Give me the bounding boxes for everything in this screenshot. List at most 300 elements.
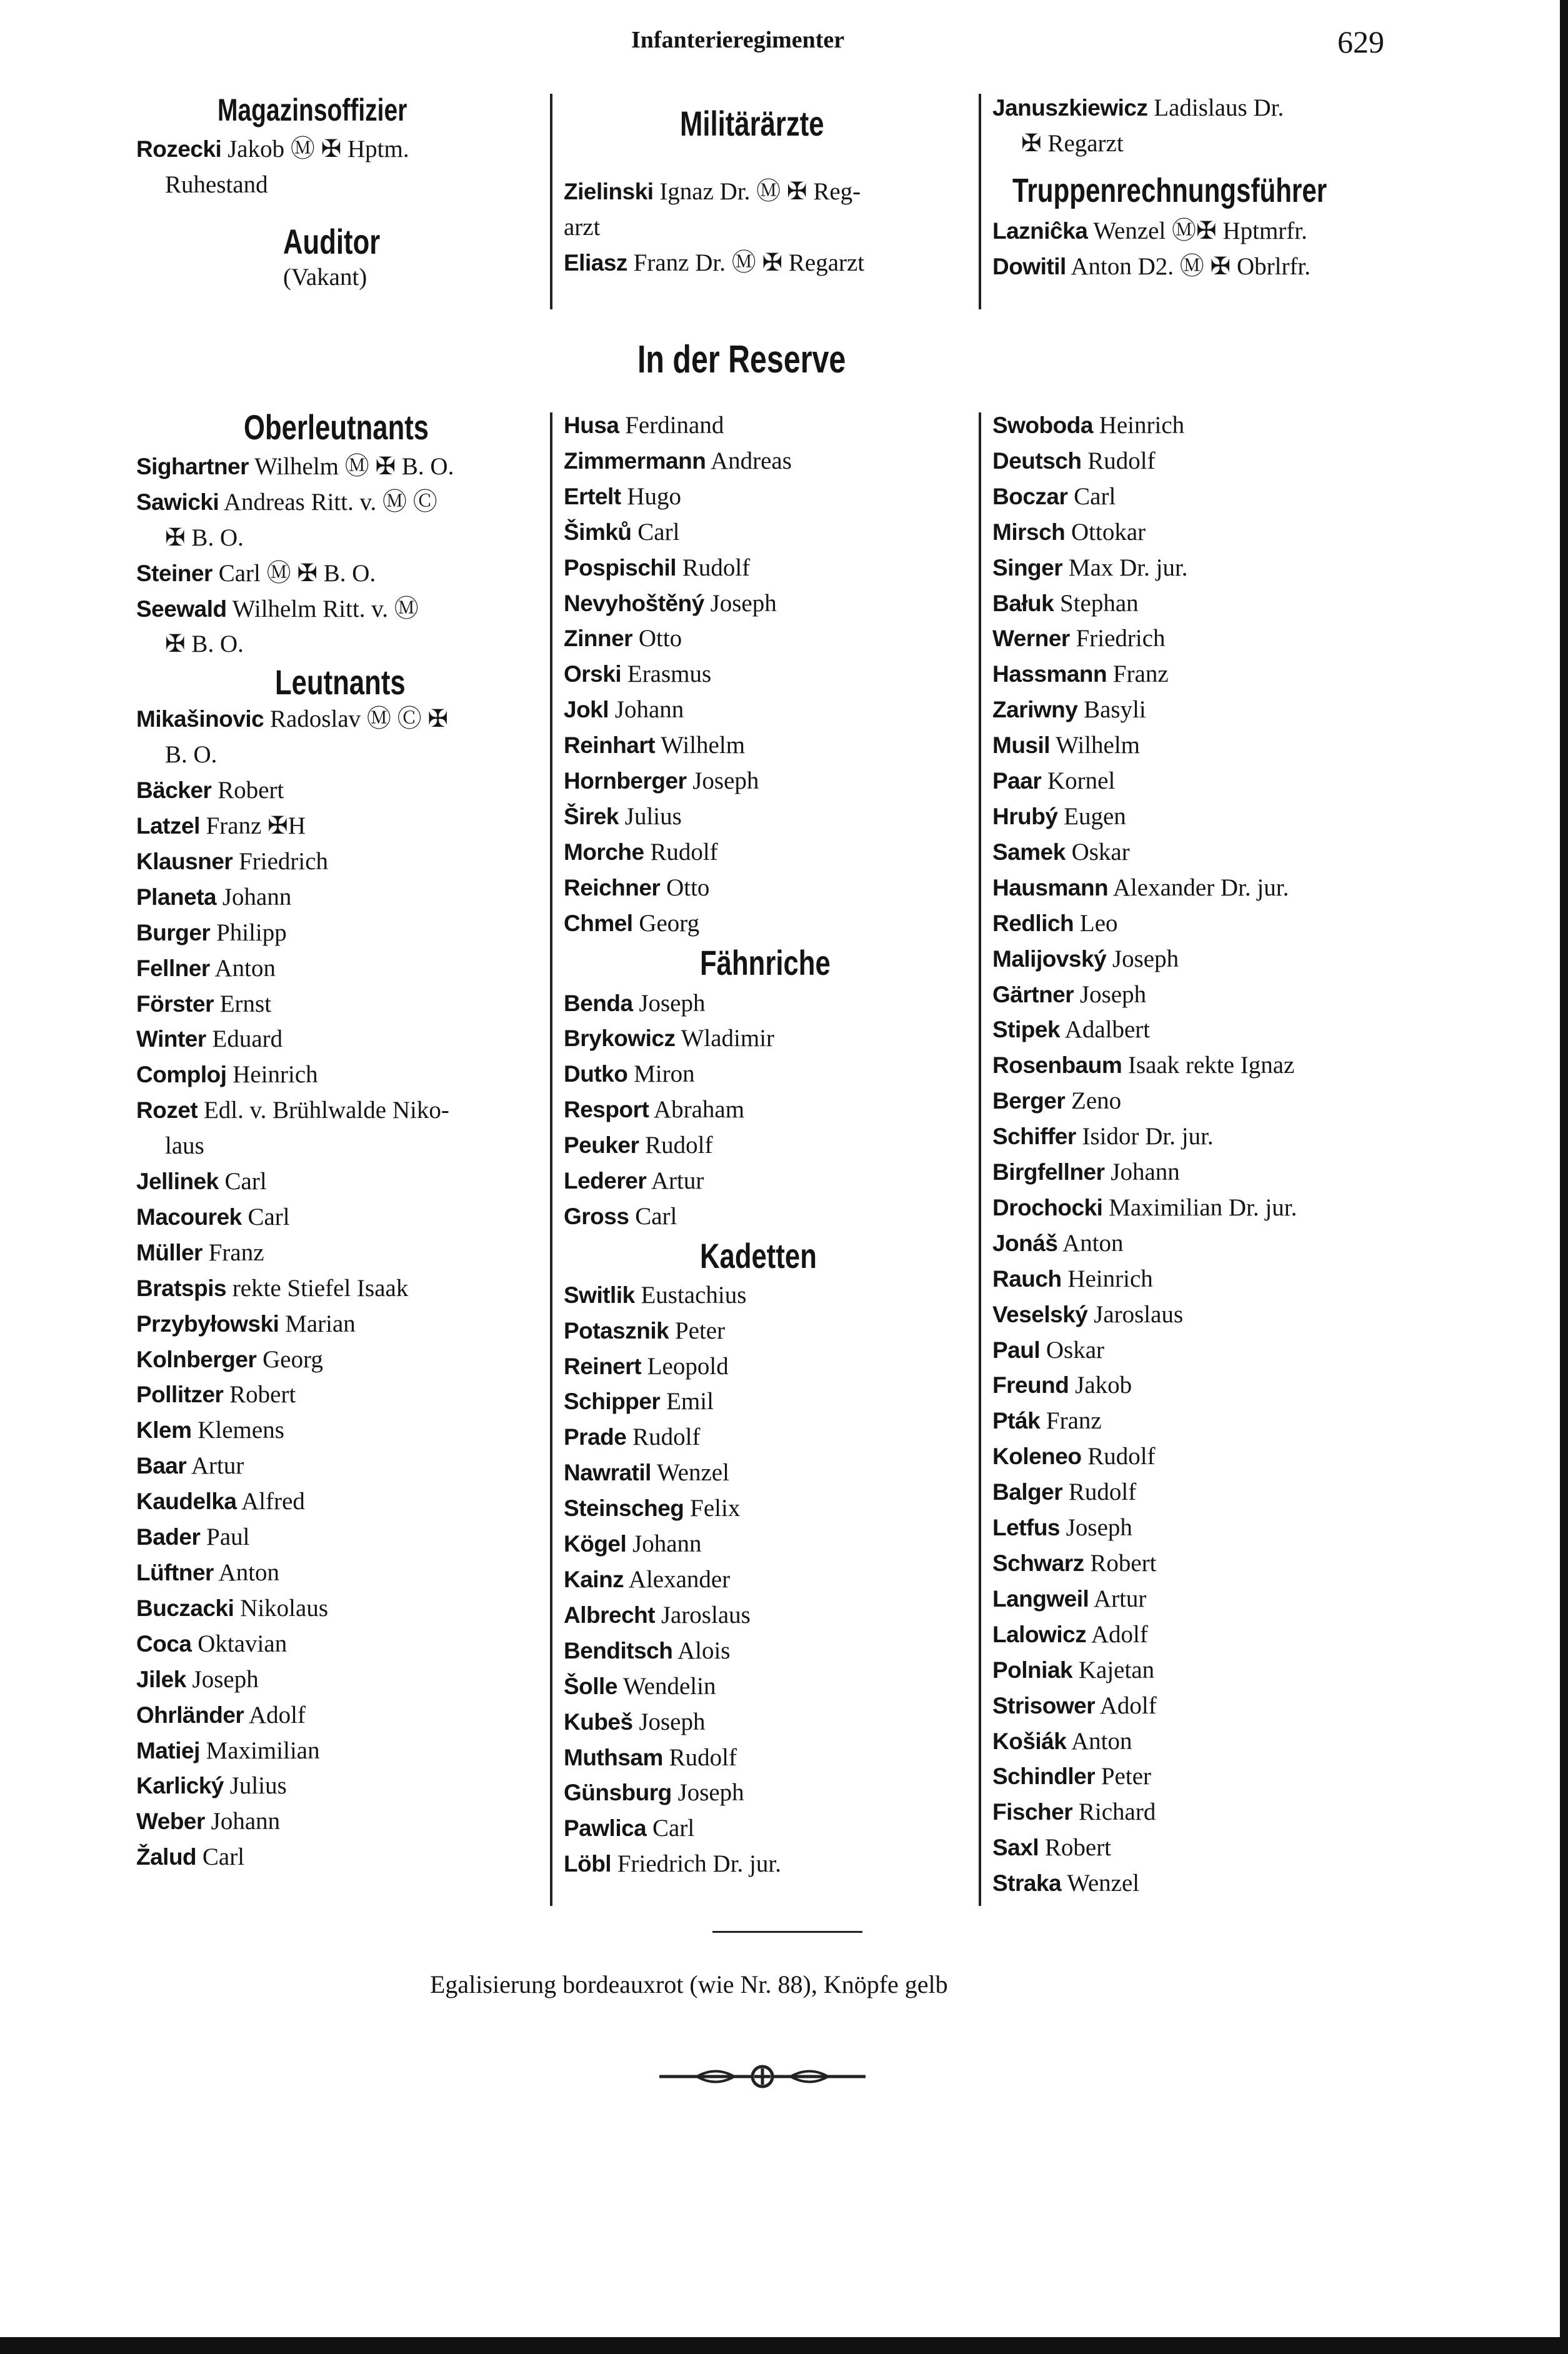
entry-details: Felix <box>690 1495 741 1522</box>
entry-surname: Albrecht <box>564 1602 656 1628</box>
list-entry <box>564 1527 964 1562</box>
militaeraerzte-heading: Militärärzte <box>680 104 824 143</box>
list-entry <box>564 444 964 479</box>
entry-surname: Chmel <box>564 910 633 936</box>
column-rule-2 <box>979 412 981 1906</box>
entry-details: Rudolf <box>1068 1479 1137 1506</box>
entry-details: Artur <box>651 1167 704 1195</box>
reserve-column-3 <box>992 408 1392 1902</box>
entry-continuation: ✠ B. O. <box>165 631 244 658</box>
entry-details: Andreas Ritt. v. Ⓜ Ⓒ <box>223 488 437 516</box>
entry-surname: Veselský <box>992 1301 1088 1327</box>
entry-surname: Reinhart <box>564 732 656 759</box>
entry-details: Johann <box>211 1808 281 1835</box>
entry-surname: Košiák <box>992 1728 1067 1754</box>
list-entry <box>136 1093 536 1129</box>
list-entry <box>992 444 1392 479</box>
entry-surname: Dutko <box>564 1061 628 1087</box>
entry-surname: Reichner <box>564 874 661 900</box>
entry-dowitil <box>992 249 1392 285</box>
list-entry <box>564 986 964 1022</box>
list-entry <box>564 1199 964 1235</box>
entry-surname: Paul <box>992 1337 1041 1363</box>
entry-details: Julius <box>229 1772 287 1800</box>
entry-details: Basyli <box>1084 696 1146 724</box>
entry-surname: Sighartner <box>136 453 249 479</box>
entry-eliasz <box>564 246 964 281</box>
list-entry <box>136 1307 536 1342</box>
entry-surname: Drochocki <box>992 1194 1103 1220</box>
entry-continuation: Ruhestand <box>165 171 268 198</box>
entry-surname: Bäcker <box>136 777 212 804</box>
entry-details: Adalbert <box>1064 1016 1151 1044</box>
list-entry <box>564 657 964 692</box>
entry-details: Isidor Dr. jur. <box>1082 1123 1214 1150</box>
entry-surname: Bader <box>136 1524 201 1550</box>
running-title: Infanterieregimenter <box>631 27 845 53</box>
entry-surname: Schipper <box>564 1389 661 1415</box>
list-entry <box>992 408 1392 444</box>
entry-details: Miron <box>634 1060 695 1088</box>
entry-details: Adolf <box>248 1701 306 1728</box>
kadetten-heading: Kadetten <box>700 1235 817 1275</box>
entry-surname: Birgfellner <box>992 1159 1105 1185</box>
entry-surname: Husa <box>564 412 619 438</box>
entry-surname: Förster <box>136 990 214 1017</box>
entry-surname: Coca <box>136 1630 192 1657</box>
entry-details: Joseph <box>1079 980 1147 1008</box>
list-entry <box>564 1598 964 1633</box>
entry-details: Robert <box>229 1381 296 1409</box>
separator-rule <box>712 1931 862 1933</box>
entry-details: Isaak rekte Ignaz <box>1128 1052 1295 1079</box>
list-entry <box>992 657 1392 692</box>
list-entry <box>136 1342 536 1378</box>
list-entry <box>136 1698 536 1733</box>
entry-continuation: B. O. <box>165 741 217 769</box>
entry-surname: Malijovský <box>992 945 1107 972</box>
entry-surname: Lalowicz <box>992 1621 1087 1647</box>
entry-details: Kajetan <box>1078 1656 1155 1683</box>
entry-surname: Macourek <box>136 1204 242 1230</box>
list-entry <box>992 1226 1392 1262</box>
list-entry <box>992 479 1392 515</box>
entry-surname: Berger <box>992 1088 1066 1114</box>
entry-surname: Paar <box>992 768 1042 794</box>
entry-details: Otto <box>638 625 682 652</box>
list-entry <box>564 551 964 586</box>
list-entry <box>564 586 964 622</box>
entry-surname: Koleneo <box>992 1444 1082 1470</box>
list-entry <box>564 1057 964 1092</box>
entry-details: Wendelin <box>622 1672 716 1700</box>
entry-details: Philipp <box>216 919 287 946</box>
entry-details: Alexander <box>628 1566 731 1593</box>
list-entry <box>992 942 1392 977</box>
entry-surname: Šolle <box>564 1673 617 1699</box>
list-entry <box>992 1368 1392 1404</box>
list-entry <box>564 479 964 515</box>
entry-details: Hugo <box>627 482 681 510</box>
list-entry <box>136 1804 536 1840</box>
entry-details: Ferdinand <box>625 412 724 439</box>
list-entry <box>992 1155 1392 1190</box>
entry-surname: Strisower <box>992 1692 1096 1718</box>
entry-details: Wenzel <box>1067 1870 1140 1897</box>
entry-surname: Pospischil <box>564 554 677 581</box>
list-entry <box>992 515 1392 551</box>
list-entry <box>564 1455 964 1491</box>
entry-surname: Weber <box>136 1808 205 1835</box>
entry-details: Andreas <box>710 447 792 474</box>
list-entry <box>564 1811 964 1847</box>
entry-details: Joseph <box>1066 1514 1132 1542</box>
entry-details: Alexander Dr. jur. <box>1112 874 1289 901</box>
entry-surname: Hassmann <box>992 661 1107 687</box>
entry-details: Otto <box>666 874 710 901</box>
list-entry <box>136 485 536 521</box>
entry-surname: Peuker <box>564 1132 639 1159</box>
entry-details: Ernst <box>219 990 272 1017</box>
entry-details: Joseph <box>677 1779 744 1807</box>
list-entry <box>136 1235 536 1271</box>
entry-details: Jaroslaus <box>1094 1300 1184 1328</box>
entry-surname: Balger <box>992 1479 1063 1505</box>
entry-surname: Lederer <box>564 1168 647 1194</box>
entry-surname: Pawlica <box>564 1815 647 1842</box>
list-entry <box>136 951 536 987</box>
entry-surname: Nawratil <box>564 1460 651 1486</box>
entry-details: Paul <box>206 1524 250 1551</box>
entry-surname: Jilek <box>136 1666 186 1692</box>
entry-surname: Nevyhoštěný <box>564 590 704 616</box>
list-entry <box>992 1830 1392 1866</box>
entry-details: Stephan <box>1060 589 1139 617</box>
list-entry <box>564 1021 964 1057</box>
entry-details: Georg <box>639 909 700 937</box>
footer-note: Egalisierung bordeauxrot (wie Nr. 88), Knöpfe gelb <box>430 1970 948 1998</box>
entry-surname: Eliasz <box>564 249 627 276</box>
entry-surname: Resport <box>564 1097 649 1123</box>
entry-details: Heinrich <box>232 1061 318 1089</box>
entry-surname: Switlik <box>564 1282 635 1308</box>
entry-details: Carl <box>224 1168 267 1195</box>
list-entry <box>136 1733 536 1769</box>
entry-details: Friedrich Dr. jur. <box>617 1850 781 1878</box>
list-entry <box>992 835 1392 870</box>
list-entry <box>136 773 536 809</box>
entry-details: Peter <box>1101 1763 1151 1790</box>
entry-details: Edl. v. Brühlwalde Niko- <box>203 1097 449 1124</box>
entry-details: Eustachius <box>641 1281 747 1309</box>
list-entry <box>992 1190 1392 1226</box>
entry-laznicka <box>992 214 1392 249</box>
entry-surname: Deutsch <box>992 447 1082 474</box>
list-entry <box>564 1775 964 1811</box>
entry-surname: Stipek <box>992 1017 1061 1043</box>
entry-surname: Bratspis <box>136 1275 227 1301</box>
entry-surname: Swoboda <box>992 412 1093 438</box>
list-entry <box>564 1669 964 1705</box>
entry-surname: Klem <box>136 1417 192 1444</box>
entry-details: Rudolf <box>669 1743 737 1771</box>
entry-details: Leopold <box>647 1352 729 1380</box>
list-entry <box>136 1057 536 1093</box>
entry-magazinsoffizier <box>136 132 536 167</box>
entry-surname: Klausner <box>136 848 233 874</box>
entry-surname: Gärtner <box>992 981 1074 1007</box>
list-entry <box>992 1617 1392 1653</box>
entry-surname: Freund <box>992 1372 1069 1399</box>
entry-details: Robert <box>217 777 284 804</box>
entry-surname: Kainz <box>564 1567 624 1592</box>
leutnants-list <box>136 702 536 1875</box>
entry-surname: Ohrländer <box>136 1702 244 1728</box>
list-entry <box>564 1349 964 1385</box>
entry-surname: Schindler <box>992 1763 1096 1790</box>
entry-continuation: laus <box>165 1132 204 1160</box>
entry-surname: Brykowicz <box>564 1025 676 1052</box>
entry-surname: Steinscheg <box>564 1495 684 1522</box>
entry-details: Peter <box>674 1317 726 1344</box>
list-entry <box>992 1866 1392 1902</box>
entry-details: Marian <box>285 1310 356 1337</box>
entry-surname: Potasznik <box>564 1317 669 1344</box>
entry-surname: Latzel <box>136 812 200 839</box>
list-entry <box>136 449 536 485</box>
list-entry <box>992 1582 1392 1617</box>
entry-details: Johann <box>614 696 684 724</box>
entry-details: Anton <box>1071 1727 1132 1755</box>
entry-details: Joseph <box>1112 945 1179 972</box>
list-entry <box>136 1413 536 1449</box>
entry-surname: Kubeš <box>564 1708 633 1735</box>
entry-surname: Dowitil <box>992 253 1066 279</box>
list-entry <box>564 1092 964 1128</box>
list-entry <box>564 799 964 835</box>
entry-surname: Karlický <box>136 1773 224 1799</box>
entry-surname: Redlich <box>992 910 1074 936</box>
list-entry <box>992 621 1392 657</box>
entry-surname: Širek <box>564 803 619 829</box>
ornament-icon <box>659 2062 866 2091</box>
entry-surname: Singer <box>992 554 1063 581</box>
list-entry <box>564 408 964 444</box>
entry-surname: Musil <box>992 732 1051 759</box>
list-entry <box>564 1164 964 1199</box>
entry-details: Rudolf <box>645 1132 713 1159</box>
list-entry <box>136 987 536 1022</box>
entry-surname: Rauch <box>992 1265 1062 1292</box>
list-entry <box>136 1520 536 1555</box>
entry-details: Oktavian <box>197 1630 287 1657</box>
entry-surname: Benditsch <box>564 1637 673 1663</box>
entry-details: Wilhelm Ⓜ ✠ B. O. <box>254 452 454 480</box>
entry-surname: Langweil <box>992 1585 1089 1612</box>
top-left-column <box>136 92 536 296</box>
entry-details: Kornel <box>1047 767 1116 795</box>
entry-details: Maximilian Dr. jur. <box>1109 1194 1297 1221</box>
entry-details: Friedrich <box>1076 625 1166 652</box>
list-entry <box>136 1377 536 1413</box>
entry-details: Wladimir <box>681 1025 775 1052</box>
list-entry <box>564 1314 964 1349</box>
entry-details: rekte Stiefel Isaak <box>232 1274 409 1302</box>
entry-details: Nikolaus <box>240 1594 328 1622</box>
entry-surname: Pták <box>992 1408 1041 1434</box>
column-rule-1 <box>550 412 552 1906</box>
entry-surname: Zimmermann <box>564 447 706 474</box>
entry-surname: Comploj <box>136 1062 227 1088</box>
kadetten-list <box>564 1278 964 1882</box>
entry-details: Rudolf <box>1087 447 1156 474</box>
entry-details: Alfred <box>241 1488 305 1515</box>
list-entry <box>992 1759 1392 1795</box>
reserve-column-1 <box>136 407 536 1875</box>
entry-details: Rudolf <box>650 838 718 865</box>
entry-surname: Bałuk <box>992 590 1054 616</box>
entry-details: Franz Dr. Ⓜ ✠ Regarzt <box>633 249 865 276</box>
entry-surname: Kolnberger <box>136 1346 257 1372</box>
entry-surname: Seewald <box>136 596 227 622</box>
auditor-heading: Auditor <box>283 221 381 261</box>
list-entry <box>136 1022 536 1057</box>
entry-surname: Jellinek <box>136 1169 219 1195</box>
entry-details: Franz <box>208 1239 264 1266</box>
entry-surname: Schwarz <box>992 1550 1084 1576</box>
list-entry <box>564 1278 964 1314</box>
column-rule-top-2 <box>979 94 981 309</box>
entry-surname: Polniak <box>992 1657 1073 1683</box>
entry-surname: Pollitzer <box>136 1382 224 1408</box>
entry-surname: Steiner <box>136 560 212 586</box>
entry-details: Anton <box>218 1559 280 1586</box>
list-entry <box>136 880 536 915</box>
entry-surname: Hausmann <box>992 874 1109 900</box>
entry-surname: Jonáš <box>992 1230 1058 1256</box>
entry-details: Joseph <box>692 767 759 795</box>
list-entry <box>564 621 964 657</box>
entry-details: Emil <box>666 1388 714 1415</box>
entry-details: Joseph <box>639 1708 706 1735</box>
entry-details: Rudolf <box>682 554 751 581</box>
entry-surname: Zariwny <box>992 697 1078 723</box>
entry-surname: Zielinski <box>564 178 654 204</box>
entry-details: Wilhelm Ritt. v. Ⓜ <box>232 595 419 622</box>
list-entry <box>992 1084 1392 1119</box>
list-entry <box>564 1633 964 1669</box>
list-entry <box>992 906 1392 942</box>
list-entry <box>992 977 1392 1013</box>
entry-details: Ottokar <box>1071 518 1146 546</box>
oberleutnants-heading: Oberleutnants <box>244 407 429 447</box>
list-entry <box>136 844 536 880</box>
entry-details: Eugen <box>1064 802 1126 830</box>
entry-surname: Mikašinovic <box>136 706 264 732</box>
list-entry <box>564 1740 964 1776</box>
column-rule-top-1 <box>550 94 552 309</box>
entry-continuation: ✠ B. O. <box>165 524 244 551</box>
reserve-list-right <box>992 408 1392 1902</box>
list-entry <box>992 1297 1392 1333</box>
entry-surname: Lüftner <box>136 1560 214 1585</box>
entry-details: Wilhelm <box>661 732 746 759</box>
reserve-column-2 <box>564 408 964 1882</box>
entry-surname: Kögel <box>564 1531 627 1557</box>
entry-surname: Samek <box>992 839 1066 865</box>
list-entry <box>992 1653 1392 1688</box>
entry-details: Artur <box>191 1452 244 1480</box>
entry-surname: Hrubý <box>992 803 1058 829</box>
list-entry <box>564 1491 964 1527</box>
list-entry <box>136 1449 536 1484</box>
entry-details: Alois <box>677 1637 731 1664</box>
entry-details: Oskar <box>1071 838 1130 865</box>
scan-border-bottom <box>0 2337 1568 2354</box>
entry-continuation: ✠ Regarzt <box>1021 129 1124 157</box>
entry-details: Jakob <box>1075 1372 1132 1399</box>
entry-surname: Saxl <box>992 1835 1039 1861</box>
entry-surname: Müller <box>136 1239 202 1265</box>
entry-details: Joseph <box>639 989 706 1017</box>
list-entry <box>136 1271 536 1307</box>
entry-surname: Straka <box>992 1870 1062 1897</box>
leutnants-heading: Leutnants <box>275 662 406 702</box>
entry-details: Adolf <box>1099 1692 1157 1719</box>
entry-details: Anton D2. Ⓜ ✠ Obrlrfr. <box>1071 252 1311 280</box>
entry-details: Maximilian <box>206 1737 320 1764</box>
list-entry <box>992 728 1392 764</box>
entry-surname: Winter <box>136 1026 206 1052</box>
entry-surname: Kaudelka <box>136 1489 237 1515</box>
list-entry <box>564 728 964 764</box>
entry-details: Jaroslaus <box>661 1601 751 1628</box>
oberleutnants-list <box>136 449 536 662</box>
entry-surname: Günsburg <box>564 1780 672 1806</box>
entry-surname: Žalud <box>136 1844 197 1870</box>
faehnriche-list <box>564 986 964 1235</box>
entry-details: Jakob Ⓜ ✠ Hptm. <box>227 135 409 162</box>
reserve-heading: In der Reserve <box>637 338 846 381</box>
list-entry <box>564 835 964 870</box>
auditor-value: (Vakant) <box>283 263 367 291</box>
top-right-column <box>992 91 1392 285</box>
list-entry <box>136 915 536 951</box>
entry-details: Franz <box>1046 1407 1102 1435</box>
entry-surname: Werner <box>992 626 1070 652</box>
entry-details: Ignaz Dr. Ⓜ ✠ Reg- <box>659 177 861 205</box>
list-entry <box>992 586 1392 622</box>
list-entry <box>992 1546 1392 1582</box>
list-entry <box>136 1768 536 1804</box>
list-entry <box>564 1562 964 1598</box>
entry-surname: Buczacki <box>136 1595 234 1621</box>
entry-details: Anton <box>214 954 276 982</box>
entry-surname: Rozecki <box>136 136 222 162</box>
list-entry <box>992 692 1392 728</box>
page-number: 629 <box>1337 24 1384 59</box>
entry-surname: Przybyłowski <box>136 1310 279 1337</box>
entry-details: Wenzel Ⓜ✠ Hptmrfr. <box>1093 217 1307 244</box>
entry-surname: Gross <box>564 1203 629 1229</box>
entry-surname: Fischer <box>992 1799 1073 1825</box>
entry-details: Johann <box>1111 1159 1180 1186</box>
entry-details: Oskar <box>1046 1336 1105 1364</box>
list-entry <box>992 799 1392 835</box>
entry-surname: Lazniĉka <box>992 217 1088 244</box>
entry-januszkiewicz <box>992 91 1392 126</box>
entry-details: Max Dr. jur. <box>1068 554 1188 581</box>
